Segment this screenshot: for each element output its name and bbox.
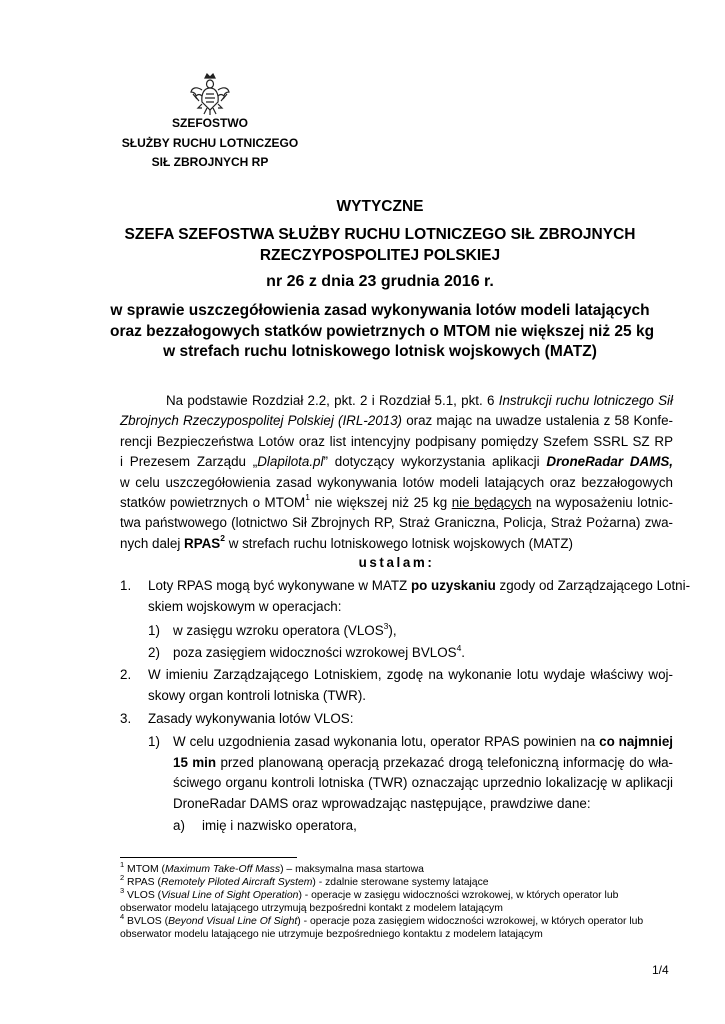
footnote-text: MTOM ( — [124, 864, 165, 875]
list-line — [173, 732, 673, 753]
footnote-marker: 4 — [120, 911, 125, 921]
item-text: W celu uzgodnienia zasad wykonania lotu, operator RPAS powinien na — [173, 734, 600, 749]
item-bold: co najmniej — [599, 734, 674, 749]
sublist-number: 1) — [148, 623, 160, 638]
list-line — [173, 753, 673, 774]
preamble-line — [120, 493, 673, 513]
document-number-date: nr 26 z dnia 23 grudnia 2016 r. — [266, 273, 494, 290]
footnote-2 — [120, 872, 675, 889]
preamble-line — [120, 391, 673, 411]
preamble-paragraph — [120, 391, 673, 554]
list-line: Zasady wykonywania lotów VLOS: — [148, 711, 354, 726]
sublist-item — [173, 621, 673, 642]
preamble-line: twa państwowego (lotnictwo Sił Zbrojnych RP, Straż Graniczna, Policja, Straż Pożarna) zwa- — [120, 515, 673, 531]
ustalam-heading: ustalam: — [358, 555, 435, 570]
page-number: 1/4 — [652, 963, 669, 977]
item-text: Loty RPAS mogą być wykonywane w MATZ — [148, 578, 411, 593]
preamble-text: ” dotyczący wykorzystania aplikacji — [323, 454, 547, 470]
footnote-italic: Beyond Visual Line Of Sight — [168, 916, 298, 927]
subject-line-1: w sprawie uszczegółowienia zasad wykonywania lotów modeli latających — [110, 302, 650, 319]
item-text: w zasięgu wzroku operatora (VLOS — [173, 623, 384, 638]
list-line: ściwego organu kontroli lotniska (TWR) oznaczając uprzednio lokalizację w aplikacji — [173, 775, 673, 791]
preamble-bold: RPAS — [184, 535, 221, 551]
preamble-line — [120, 534, 673, 554]
footnote-ref: 3 — [383, 620, 389, 631]
list-number: 3. — [120, 711, 132, 726]
list-line — [148, 576, 691, 597]
list-item — [148, 665, 673, 706]
preamble-text: statków powietrznych o MTOM — [120, 494, 306, 510]
item-text: ), — [388, 623, 397, 638]
sublist-letter: a) — [173, 818, 185, 833]
document-issuer-title — [110, 224, 650, 266]
preamble-text: w strefach ruchu lotniskowego lotnisk wojskowych (MATZ) — [224, 535, 574, 551]
org-line-3: SIŁ ZBROJNYCH RP — [151, 155, 269, 169]
item-text: . — [461, 645, 466, 660]
item-text: poza zasięgiem widoczności wzrokowej BVLOS — [173, 645, 457, 660]
item-text: zgody od Zarządzającego Lotni- — [495, 578, 691, 593]
footnote-italic: Remotely Piloted Aircraft System — [160, 877, 313, 888]
footnote-marker: 2 — [120, 872, 125, 882]
footnotes — [120, 859, 675, 941]
item-bold: po uzyskaniu — [410, 578, 496, 593]
polish-eagle-emblem-icon — [190, 72, 230, 116]
list-line: imię i nazwisko operatora, — [202, 818, 357, 833]
footnote-3-cont: obserwator modelu latającego utrzymują bezpośredni kontakt z modelem latającym — [120, 903, 503, 914]
preamble-italic: Zbrojnych Rzeczypospolitej Polskiej (IRL-2013) — [120, 413, 402, 429]
preamble-line: rencji Bezpieczeństwa Lotów oraz list intencyjny podpisany pomiędzy Szefem SSRL SZ RP — [120, 433, 673, 449]
org-line-1: SZEFOSTWO — [172, 116, 248, 130]
list-item — [148, 576, 691, 617]
sublist-item — [173, 643, 673, 664]
footnote-3 — [120, 885, 675, 902]
list-line: skowy organ kontroli lotniska (TWR). — [148, 687, 367, 703]
preamble-text: nie większej niż 25 kg — [309, 494, 452, 510]
item-bold: 15 min — [173, 754, 217, 770]
footnote-text: RPAS ( — [124, 877, 161, 888]
issuer-title-line-1: SZEFA SZEFOSTWA SŁUŻBY RUCHU LOTNICZEGO SIŁ ZBROJNYCH — [124, 226, 636, 243]
footnote-ref: 1 — [305, 492, 310, 503]
list-number: 1. — [120, 578, 132, 593]
document-heading: WYTYCZNE — [336, 198, 424, 215]
preamble-text: oraz mając na uwadze ustalenia z 58 Konfe- — [402, 413, 673, 429]
footnote-text: VLOS ( — [124, 890, 162, 901]
sublist-item — [173, 732, 673, 814]
preamble-text: nych dalej — [120, 535, 185, 551]
footnote-4 — [120, 911, 675, 928]
footnote-4-cont: obserwator modelu latającego nie utrzymuje bezpośredniego kontaktu z modelem latającym — [120, 929, 543, 940]
footnote-marker: 1 — [120, 859, 125, 869]
preamble-italic: Instrukcji ruchu lotniczego Sił — [498, 393, 674, 408]
footnote-marker: 3 — [120, 885, 125, 895]
list-line: W imieniu Zarządzającego Lotniskiem, zgodę na wykonanie lotu wydaje właściwy woj- — [148, 667, 673, 682]
footnote-italic: Maximum Take-Off Mass — [164, 864, 281, 875]
preamble-line: w celu uszczegółowienia zasad wykonywania lotów modeli latających oraz bezzałogowych — [120, 474, 673, 490]
footnote-text: ) - zdalnie sterowane systemy latające — [312, 877, 489, 888]
preamble-line — [120, 411, 673, 431]
list-line: skiem wojskowym w operacjach: — [148, 598, 342, 614]
footnote-text: BVLOS ( — [124, 916, 169, 927]
document-subject — [110, 301, 655, 363]
issuing-organization — [118, 114, 302, 173]
list-line: DroneRadar DAMS oraz wprowadzając następujące, prawdziwe dane: — [173, 795, 591, 811]
issuer-title-line-2: RZECZYPOSPOLITEJ POLSKIEJ — [259, 247, 501, 264]
subject-line-2: oraz bezzałogowych statków powietrznych o MTOM nie większej niż 25 kg — [110, 322, 655, 340]
org-line-2: SŁUŻBY RUCHU LOTNICZEGO — [121, 135, 299, 150]
sublist-item — [202, 816, 672, 837]
footnote-text: ) - operacje poza zasięgiem widoczności wzrokowej, w których operator lub — [297, 916, 644, 927]
preamble-text: i Prezesem Zarządu „ — [120, 454, 258, 470]
footnote-italic: Visual Line of Sight Operation — [161, 890, 299, 901]
item-text: przed planowaną operacją przekazać drogą telefoniczną informację do wła- — [216, 754, 674, 770]
sublist-number: 1) — [148, 734, 160, 749]
subject-line-3: w strefach ruchu lotniskowego lotnisk wojskowych (MATZ) — [163, 343, 597, 360]
preamble-text: na wyposażeniu lotnic- — [531, 494, 673, 510]
preamble-underlined: nie będących — [451, 494, 532, 510]
footnote-text: ) - operacje w zasięgu widoczności wzrokowej, w których operator lub — [298, 890, 619, 901]
footnote-ref: 2 — [220, 533, 225, 544]
footnote-1 — [120, 859, 675, 876]
footnote-separator — [120, 857, 297, 858]
list-line — [173, 643, 673, 664]
list-number: 2. — [120, 667, 132, 682]
preamble-line — [120, 452, 673, 472]
footnote-ref: 4 — [456, 642, 462, 653]
list-item — [148, 709, 673, 730]
sublist-number: 2) — [148, 645, 160, 660]
preamble-text: Na podstawie Rozdział 2.2, pkt. 2 i Rozdział 5.1, pkt. 6 — [166, 393, 499, 408]
footnote-text: ) – maksymalna masa startowa — [280, 864, 424, 875]
preamble-italic: Dlapilota.pl — [257, 454, 324, 470]
list-line — [173, 621, 673, 642]
preamble-bold-italic: DroneRadar DAMS, — [546, 454, 673, 470]
